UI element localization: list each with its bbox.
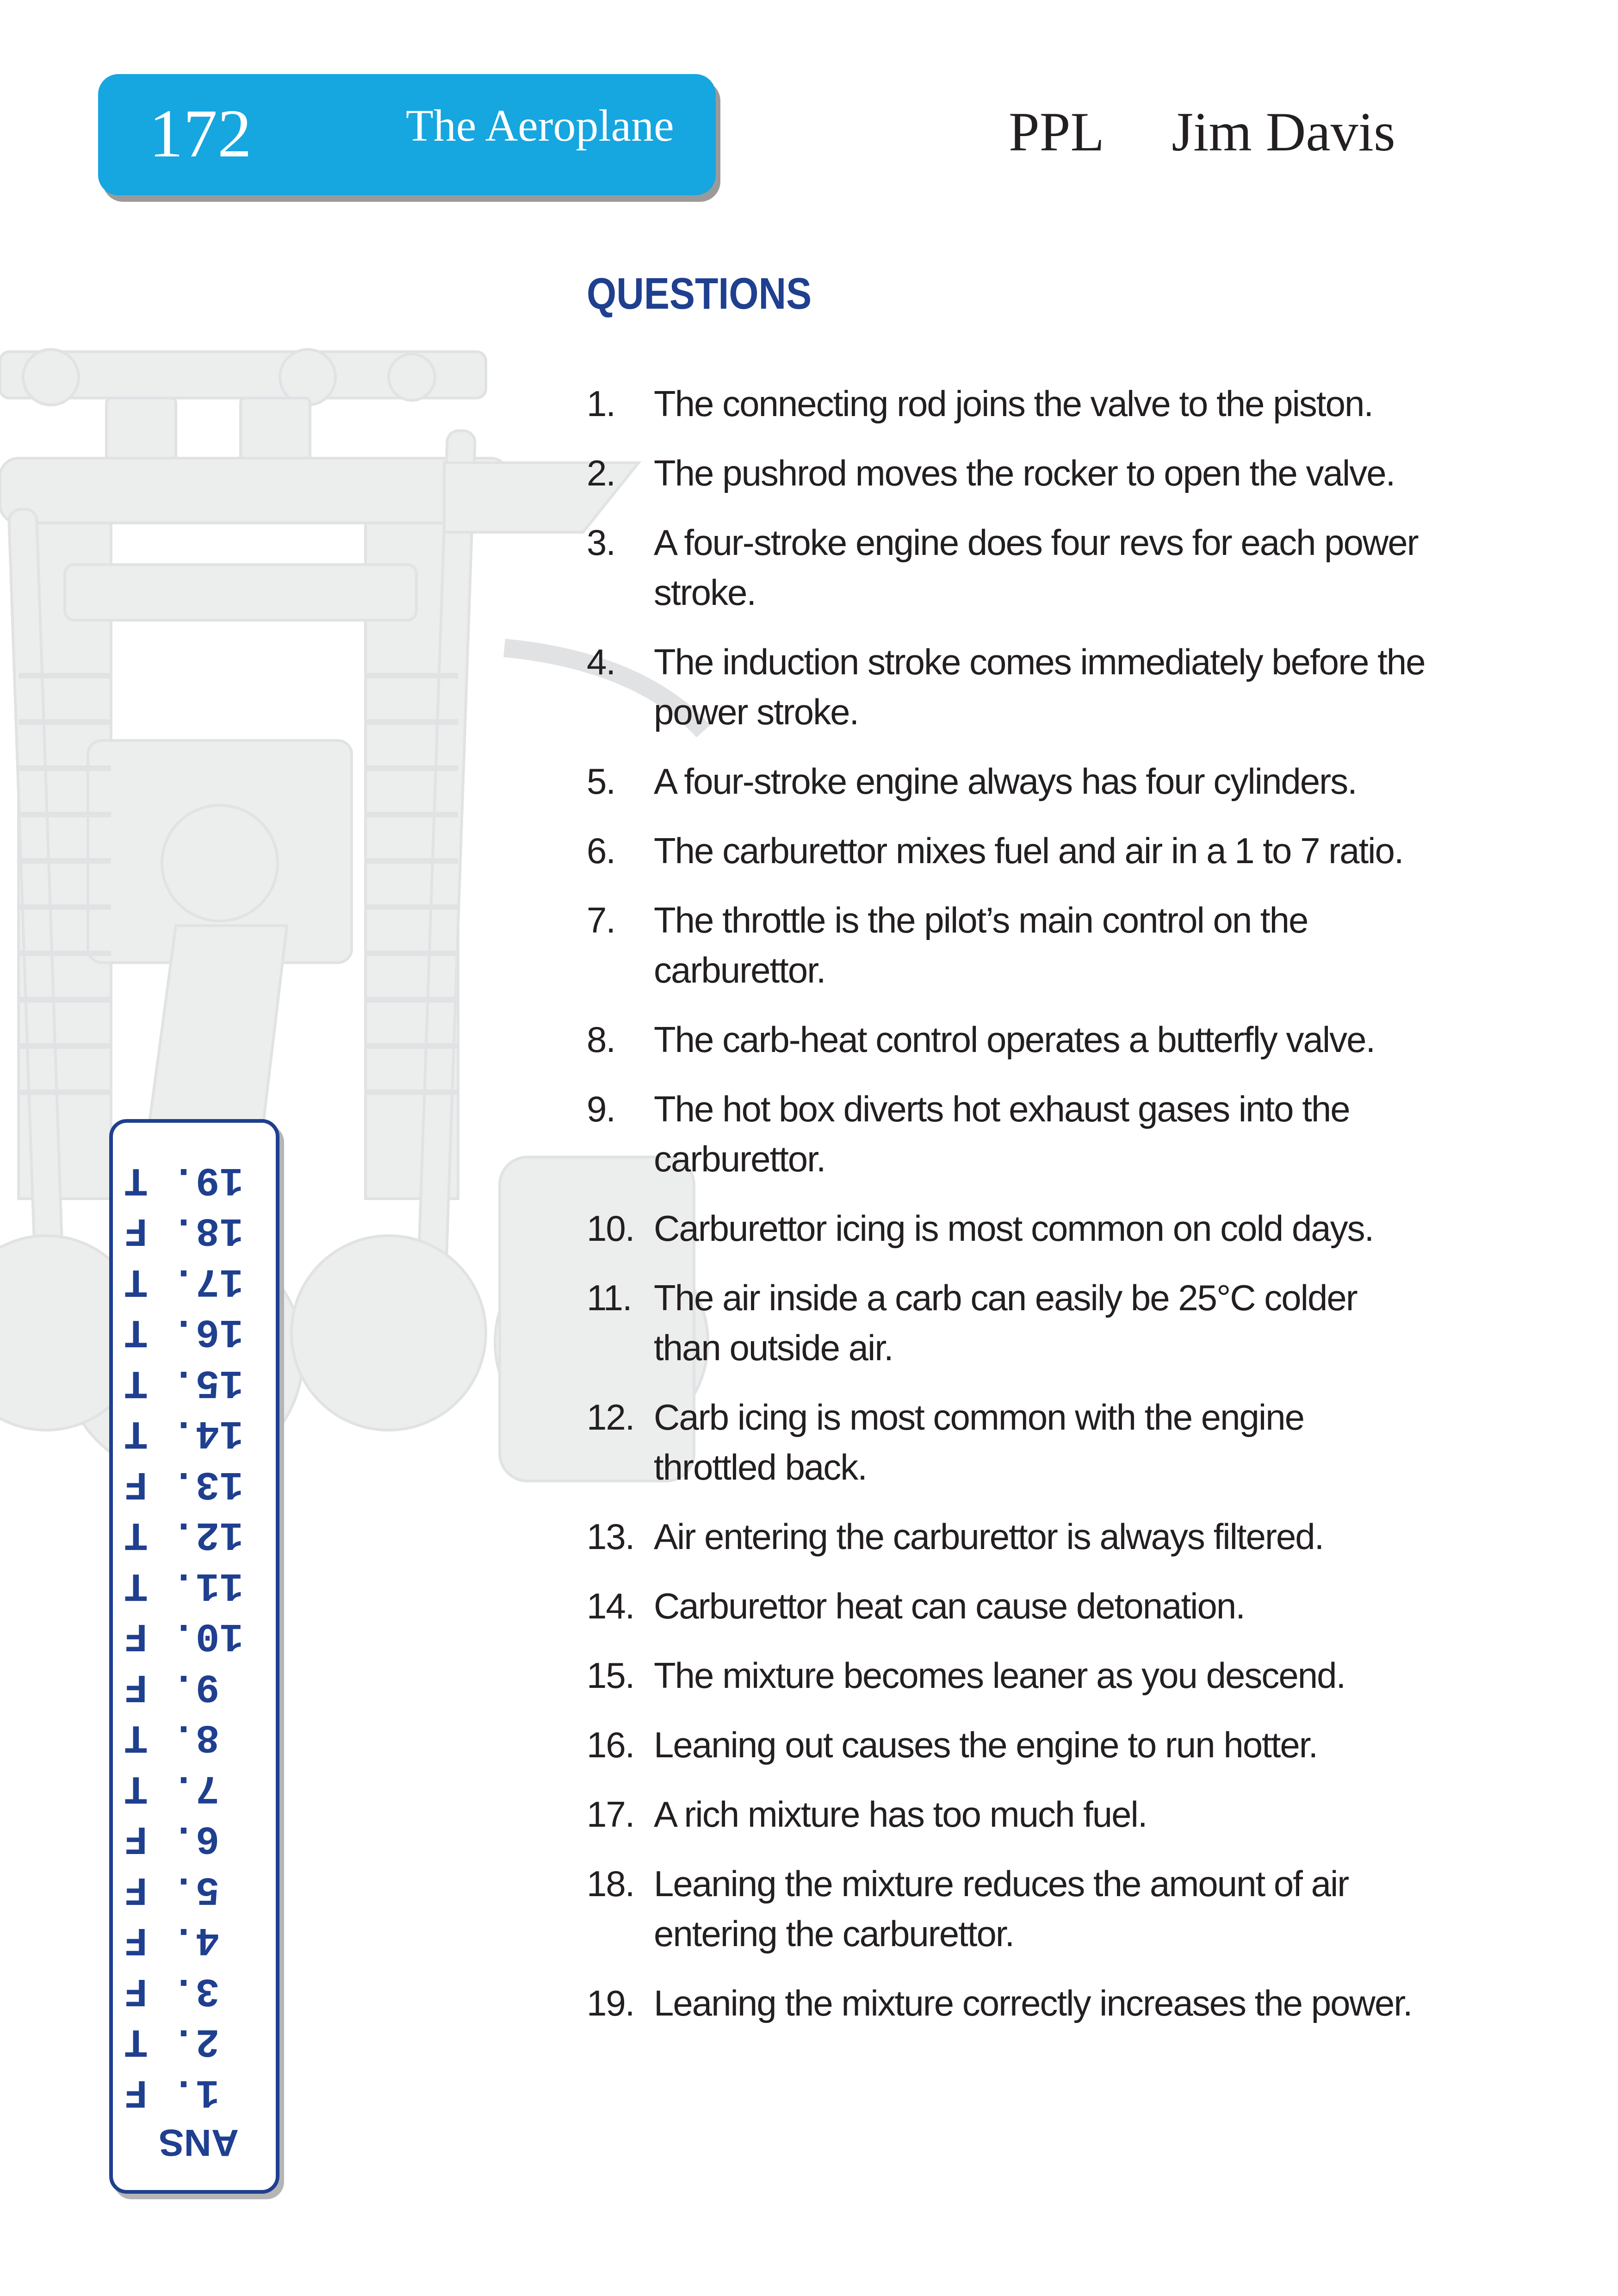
question-text: The hot box diverts hot exhaust gases into the carburettor. bbox=[654, 1089, 1350, 1179]
answer-label: ANS bbox=[158, 2122, 239, 2164]
question-number: 19. bbox=[587, 1983, 634, 2023]
question-number: 10. bbox=[587, 1208, 634, 1249]
question-text: The carburettor mixes fuel and air in a 1 to 7 ratio. bbox=[654, 830, 1403, 871]
question-number: 7. bbox=[587, 900, 615, 940]
question-text: Carburettor heat can cause detonation. bbox=[654, 1586, 1245, 1626]
question-item bbox=[587, 1392, 1429, 1492]
answer-item: 2. T bbox=[124, 2018, 243, 2064]
question-number: 11. bbox=[587, 1277, 632, 1318]
question-item bbox=[587, 1581, 1429, 1631]
answer-item: 14. T bbox=[124, 1410, 243, 1456]
question-text: Carb icing is most common with the engine throttled back. bbox=[654, 1397, 1304, 1487]
question-item bbox=[587, 1978, 1429, 2028]
question-item bbox=[587, 1720, 1429, 1770]
answer-item: 17. T bbox=[124, 1258, 243, 1304]
question-text: A rich mixture has too much fuel. bbox=[654, 1794, 1147, 1835]
chapter-title: The Aeroplane bbox=[406, 101, 674, 151]
question-item bbox=[587, 448, 1429, 498]
question-number: 5. bbox=[587, 761, 615, 802]
question-item bbox=[587, 379, 1429, 429]
question-item bbox=[587, 637, 1429, 737]
question-number: 8. bbox=[587, 1019, 615, 1060]
answer-panel-rotated bbox=[113, 1123, 276, 2190]
question-number: 2. bbox=[587, 453, 615, 493]
question-item bbox=[587, 1014, 1429, 1064]
question-item bbox=[587, 1512, 1429, 1562]
question-text: The carb-heat control operates a butterfly valve. bbox=[654, 1019, 1375, 1060]
answer-item: 7. T bbox=[124, 1765, 243, 1811]
answer-list bbox=[124, 1154, 243, 2168]
answer-item: 6. F bbox=[124, 1816, 243, 1861]
question-number: 16. bbox=[587, 1724, 634, 1765]
question-text: Leaning the mixture correctly increases the power. bbox=[654, 1983, 1412, 2023]
answer-item: 1. F bbox=[124, 2069, 243, 2115]
page-number: 172 bbox=[149, 96, 252, 172]
answer-item: 10. F bbox=[124, 1613, 243, 1659]
answer-item: 16. T bbox=[124, 1309, 243, 1355]
question-text: Air entering the carburettor is always filtered. bbox=[654, 1516, 1324, 1557]
answer-item: 18. F bbox=[124, 1207, 243, 1253]
question-text: The throttle is the pilot’s main control on the carburettor. bbox=[654, 900, 1308, 990]
answer-item: 3. F bbox=[124, 1968, 243, 2013]
answer-item: 8. T bbox=[124, 1714, 243, 1760]
question-number: 12. bbox=[587, 1397, 634, 1437]
question-text: A four-stroke engine does four revs for each power stroke. bbox=[654, 522, 1418, 613]
question-item bbox=[587, 1203, 1429, 1253]
book-title: PPL Jim Davis bbox=[1009, 101, 1395, 162]
answer-item: 11. T bbox=[124, 1562, 243, 1608]
question-item bbox=[587, 1650, 1429, 1700]
question-number: 13. bbox=[587, 1516, 634, 1557]
question-item bbox=[587, 826, 1429, 876]
question-text: The mixture becomes leaner as you descend. bbox=[654, 1655, 1345, 1696]
question-item bbox=[587, 756, 1429, 806]
question-item bbox=[587, 517, 1429, 617]
question-item bbox=[587, 1084, 1429, 1184]
answer-item: 9. F bbox=[124, 1664, 243, 1709]
question-item bbox=[587, 1273, 1429, 1373]
question-text: The induction stroke comes immediately before the power stroke. bbox=[654, 641, 1425, 732]
section-heading: QUESTIONS bbox=[587, 269, 812, 318]
question-list bbox=[587, 379, 1429, 2047]
question-number: 3. bbox=[587, 522, 615, 563]
chapter-header-tab bbox=[98, 74, 716, 195]
question-text: Carburettor icing is most common on cold days. bbox=[654, 1208, 1374, 1249]
answer-item: 13. F bbox=[124, 1461, 243, 1506]
question-number: 14. bbox=[587, 1586, 634, 1626]
answer-panel bbox=[109, 1119, 279, 2194]
question-number: 18. bbox=[587, 1863, 634, 1904]
question-text: The air inside a carb can easily be 25°C colder than outside air. bbox=[654, 1277, 1357, 1368]
question-text: Leaning the mixture reduces the amount of air entering the carburettor. bbox=[654, 1863, 1349, 1954]
question-text: The connecting rod joins the valve to the piston. bbox=[654, 383, 1373, 424]
question-number: 9. bbox=[587, 1089, 615, 1129]
question-text: Leaning out causes the engine to run hotter. bbox=[654, 1724, 1318, 1765]
answer-item: 5. F bbox=[124, 1867, 243, 1912]
question-text: The pushrod moves the rocker to open the valve. bbox=[654, 453, 1395, 493]
question-number: 17. bbox=[587, 1794, 634, 1835]
answer-item: 15. T bbox=[124, 1360, 243, 1405]
question-number: 15. bbox=[587, 1655, 634, 1696]
question-item bbox=[587, 1859, 1429, 1959]
question-text: A four-stroke engine always has four cylinders. bbox=[654, 761, 1357, 802]
question-item bbox=[587, 1789, 1429, 1839]
question-number: 1. bbox=[587, 383, 615, 424]
answer-item: 4. F bbox=[124, 1917, 243, 1963]
answer-item: 12. T bbox=[124, 1512, 243, 1557]
question-number: 4. bbox=[587, 641, 615, 682]
answer-item: 19. T bbox=[124, 1157, 243, 1202]
question-number: 6. bbox=[587, 830, 615, 871]
question-item bbox=[587, 895, 1429, 995]
